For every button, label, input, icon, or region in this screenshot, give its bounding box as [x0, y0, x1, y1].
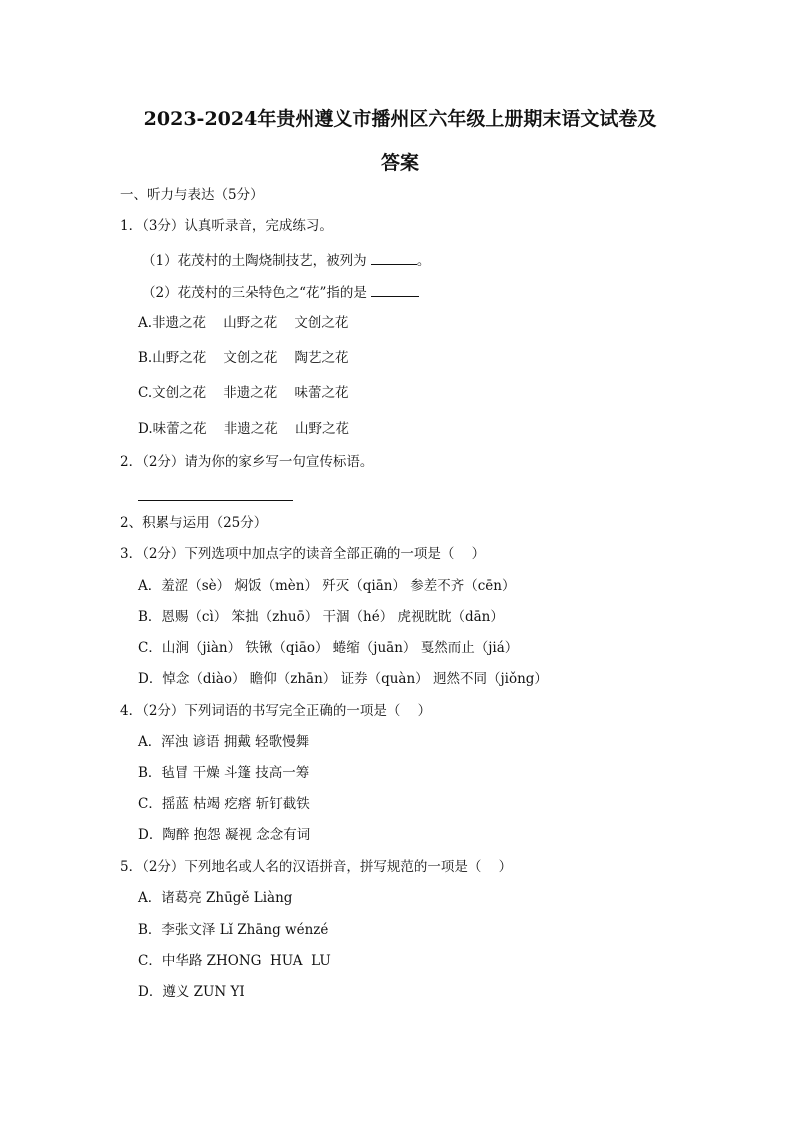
answer-blank	[371, 250, 417, 265]
question-4-option-b: B．毡冒 干燥 斗篷 技高一筹	[138, 765, 310, 781]
question-1-part-1-end: 。	[416, 253, 431, 269]
question-1-part-1	[142, 250, 430, 270]
question-1-part-2	[142, 282, 419, 302]
question-5-option-c: C．中华路 ZHONG HUA LU	[138, 953, 331, 969]
question-1-part-1-text: （1）花茂村的土陶烧制技艺，被列为	[142, 253, 371, 269]
document-title-line1: 2023-2024年贵州遵义市播州区六年级上册期末语文试卷及	[143, 108, 657, 130]
question-4-option-c: C．摇蓝 枯竭 疙瘩 斩钉截铁	[138, 796, 310, 812]
section-heading-2: 2、积累与运用（25分）	[120, 515, 268, 531]
question-2: 2．（2分）请为你的家乡写一句宣传标语。	[120, 454, 374, 470]
question-1-option-b: B.山野之花 文创之花 陶艺之花	[138, 350, 349, 366]
answer-blank	[371, 282, 419, 297]
question-4-option-a: A．浑浊 谚语 拥戴 轻歌慢舞	[138, 734, 310, 750]
question-3-option-c: C．山涧（jiàn） 铁锹（qiāo） 蜷缩（juān） 戛然而止（jiá）	[138, 640, 519, 656]
question-1-option-c: C.文创之花 非遗之花 味蕾之花	[138, 385, 349, 401]
question-4: 4．（2分）下列词语的书写完全正确的一项是（ ）	[120, 703, 432, 719]
question-1-part-2-text: （2）花茂村的三朵特色之“花”指的是	[142, 285, 372, 301]
question-1: 1．（3分）认真听录音，完成练习。	[120, 218, 333, 234]
section-heading-1: 一、听力与表达（5分）	[120, 187, 264, 203]
answer-line	[138, 500, 293, 501]
question-5-option-b: B．李张文泽 Lǐ Zhāng wénzé	[138, 922, 329, 938]
question-3-option-b: B．恩赐（cì） 笨拙（zhuō） 干涸（hé） 虎视眈眈（dān）	[138, 609, 504, 625]
question-4-option-d: D．陶醉 抱怨 凝视 念念有词	[138, 827, 311, 843]
question-5: 5．（2分）下列地名或人名的汉语拼音，拼写规范的一项是（ ）	[120, 859, 513, 875]
question-3: 3．（2分）下列选项中加点字的读音全部正确的一项是（ ）	[120, 546, 486, 562]
question-5-option-d: D．遵义 ZUN YI	[138, 984, 245, 1000]
question-1-option-a: A.非遗之花 山野之花 文创之花	[138, 315, 349, 331]
question-1-option-d: D.味蕾之花 非遗之花 山野之花	[138, 421, 349, 437]
question-3-option-a: A．羞涩（sè） 焖饭（mèn） 歼灭（qiān） 参差不齐（cēn）	[138, 578, 516, 594]
document-title-line2: 答案	[380, 152, 419, 174]
question-5-option-a: A．诸葛亮 Zhūgě Liàng	[138, 890, 293, 906]
question-3-option-d: D．悼念（diào） 瞻仰（zhān） 证券（quàn） 迥然不同（jiǒng）	[138, 671, 548, 687]
